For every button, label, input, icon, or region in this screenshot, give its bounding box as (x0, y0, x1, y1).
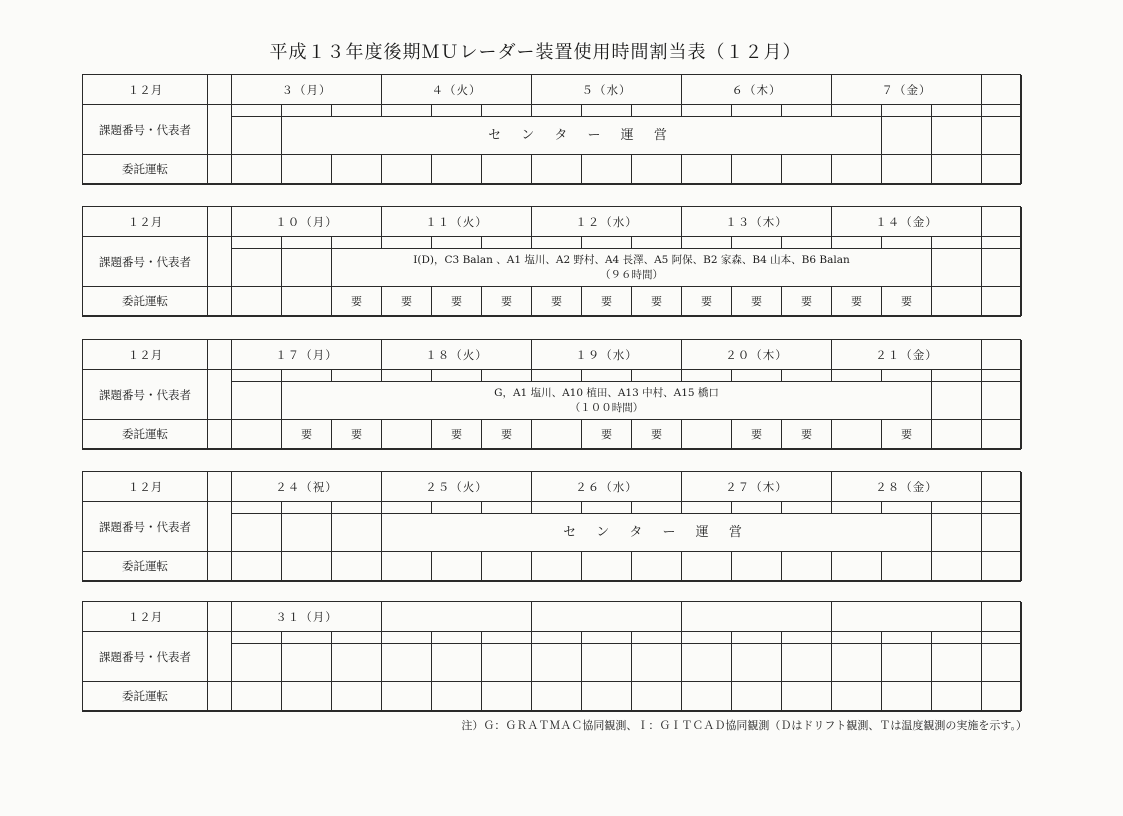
contract-cell (282, 552, 332, 581)
day-header: ２６（水） (532, 472, 682, 502)
time-slot (232, 502, 282, 514)
required-mark: 要 (401, 295, 412, 308)
required-mark: 要 (801, 428, 812, 441)
contract-cell (782, 155, 832, 184)
contract-cell (932, 552, 982, 581)
contract-cell (232, 420, 282, 449)
assignment-line: セ ン タ ー 運 営 (488, 128, 675, 143)
time-slot (232, 237, 282, 249)
required-mark: 要 (801, 295, 812, 308)
contract-cell (732, 682, 782, 711)
contract-cell (982, 287, 1022, 316)
contract-cell (632, 682, 682, 711)
assignment-line: （１００時間） (569, 401, 644, 414)
contract-cell (482, 155, 532, 184)
contract-cell (982, 552, 1022, 581)
time-slot (632, 502, 682, 514)
contract-cell (682, 155, 732, 184)
contract-cell (432, 420, 482, 449)
time-slot (982, 105, 1022, 117)
time-slot (882, 502, 932, 514)
contract-cell (782, 682, 832, 711)
day-header: ２０（木） (682, 340, 832, 370)
time-slot (282, 237, 332, 249)
required-mark: 要 (751, 428, 762, 441)
time-slot (332, 237, 382, 249)
contract-cell (232, 155, 282, 184)
contract-cell (682, 420, 732, 449)
day-header: １０（月） (232, 207, 382, 237)
contract-spacer (208, 420, 232, 449)
contract-cell (282, 155, 332, 184)
project-cell (432, 644, 482, 682)
project-cell (682, 644, 732, 682)
contract-label: 委託運転 (83, 287, 208, 316)
time-slot (332, 370, 382, 382)
time-slot (732, 632, 782, 644)
time-slot (682, 105, 732, 117)
page-title: 平成１３年度後期ＭＵレーダー装置使用時間割当表（１２月） (269, 42, 802, 63)
day-header (532, 602, 682, 632)
contract-cell (432, 682, 482, 711)
contract-cell (632, 155, 682, 184)
time-slot (382, 502, 432, 514)
project-cell (782, 644, 832, 682)
project-cell (932, 117, 982, 155)
contract-cell (332, 155, 382, 184)
project-assignment (382, 514, 932, 552)
day-header: １７（月） (232, 340, 382, 370)
contract-cell (982, 420, 1022, 449)
contract-cell (882, 420, 932, 449)
contract-cell (582, 682, 632, 711)
time-slot (632, 105, 682, 117)
contract-cell (332, 287, 382, 316)
contract-cell (832, 682, 882, 711)
day-header (382, 602, 532, 632)
time-slot (382, 370, 432, 382)
time-slot (432, 237, 482, 249)
contract-cell (782, 420, 832, 449)
contract-cell (932, 682, 982, 711)
day-header: ７（金） (832, 75, 982, 105)
contract-cell (432, 287, 482, 316)
day-header (832, 602, 982, 632)
time-slot (882, 105, 932, 117)
project-cell (282, 644, 332, 682)
week-table-5 (82, 601, 1021, 712)
required-mark: 要 (601, 295, 612, 308)
project-cell (982, 117, 1022, 155)
time-slot (682, 237, 732, 249)
assignment-line: （９６時間） (600, 268, 663, 281)
contract-cell (532, 155, 582, 184)
project-cell (382, 644, 432, 682)
project-cell (332, 514, 382, 552)
required-mark: 要 (651, 295, 662, 308)
contract-cell (782, 552, 832, 581)
project-cell (232, 382, 282, 420)
day-header: ４（火） (382, 75, 532, 105)
day-header: １９（水） (532, 340, 682, 370)
time-slot (732, 237, 782, 249)
time-slot (532, 632, 582, 644)
project-assignment (282, 382, 932, 420)
week-table-4 (82, 471, 1021, 582)
contract-cell (632, 420, 682, 449)
project-spacer (208, 502, 232, 552)
day-header: １８（火） (382, 340, 532, 370)
contract-cell (682, 682, 732, 711)
time-slot (532, 105, 582, 117)
time-slot (332, 632, 382, 644)
time-slot (882, 370, 932, 382)
project-label: 課題番号・代表者 (83, 370, 208, 420)
contract-cell (232, 287, 282, 316)
contract-cell (882, 155, 932, 184)
contract-cell (832, 287, 882, 316)
day-header: １１（火） (382, 207, 532, 237)
contract-cell (382, 287, 432, 316)
footnote: 注）Ｇ：ＧＲＡＴＭＡＣ協同観測、Ｉ：ＧＩＴＣＡＤ協同観測（Ｄはドリフト観測、Ｔは温度観測の実施を示す。） (461, 719, 1027, 732)
header-end (982, 472, 1022, 502)
time-slot (482, 237, 532, 249)
header-spacer (208, 340, 232, 370)
project-cell (932, 249, 982, 287)
time-slot (532, 370, 582, 382)
contract-cell (732, 287, 782, 316)
contract-cell (882, 552, 932, 581)
time-slot (582, 632, 632, 644)
time-slot (982, 502, 1022, 514)
contract-spacer (208, 155, 232, 184)
month-label: １２月 (83, 602, 208, 632)
project-assignment (282, 117, 882, 155)
time-slot (632, 237, 682, 249)
contract-cell (932, 155, 982, 184)
header-end (982, 602, 1022, 632)
required-mark: 要 (651, 428, 662, 441)
time-slot (482, 632, 532, 644)
time-slot (932, 237, 982, 249)
project-cell (532, 644, 582, 682)
required-mark: 要 (351, 295, 362, 308)
day-header: １４（金） (832, 207, 982, 237)
time-slot (432, 370, 482, 382)
week-table-3 (82, 339, 1021, 450)
contract-cell (232, 682, 282, 711)
contract-cell (732, 420, 782, 449)
project-spacer (208, 237, 232, 287)
time-slot (632, 370, 682, 382)
project-label: 課題番号・代表者 (83, 502, 208, 552)
contract-cell (932, 287, 982, 316)
project-spacer (208, 632, 232, 682)
contract-cell (632, 287, 682, 316)
time-slot (932, 502, 982, 514)
day-header: １２（水） (532, 207, 682, 237)
contract-cell (782, 287, 832, 316)
time-slot (632, 632, 682, 644)
contract-cell (482, 682, 532, 711)
time-slot (982, 237, 1022, 249)
contract-cell (382, 552, 432, 581)
time-slot (432, 502, 482, 514)
project-spacer (208, 370, 232, 420)
contract-cell (232, 552, 282, 581)
required-mark: 要 (901, 428, 912, 441)
month-label: １２月 (83, 207, 208, 237)
project-cell (482, 644, 532, 682)
time-slot (532, 502, 582, 514)
month-label: １２月 (83, 75, 208, 105)
required-mark: 要 (501, 428, 512, 441)
project-cell (982, 382, 1022, 420)
contract-cell (832, 420, 882, 449)
project-cell (232, 117, 282, 155)
project-spacer (208, 105, 232, 155)
day-header: ６（木） (682, 75, 832, 105)
contract-cell (482, 552, 532, 581)
header-end (982, 340, 1022, 370)
contract-label: 委託運転 (83, 155, 208, 184)
contract-cell (682, 552, 732, 581)
time-slot (282, 370, 332, 382)
contract-label: 委託運転 (83, 682, 208, 711)
time-slot (882, 237, 932, 249)
required-mark: 要 (551, 295, 562, 308)
contract-cell (382, 420, 432, 449)
time-slot (782, 632, 832, 644)
day-header: ３（月） (232, 75, 382, 105)
header-spacer (208, 472, 232, 502)
time-slot (782, 105, 832, 117)
time-slot (732, 502, 782, 514)
day-header: ２８（金） (832, 472, 982, 502)
header-spacer (208, 75, 232, 105)
time-slot (382, 237, 432, 249)
contract-cell (982, 155, 1022, 184)
required-mark: 要 (501, 295, 512, 308)
contract-cell (682, 287, 732, 316)
time-slot (932, 370, 982, 382)
required-mark: 要 (851, 295, 862, 308)
time-slot (832, 237, 882, 249)
day-header: ５（水） (532, 75, 682, 105)
contract-cell (332, 420, 382, 449)
time-slot (832, 105, 882, 117)
time-slot (732, 105, 782, 117)
time-slot (732, 370, 782, 382)
project-cell (932, 514, 982, 552)
contract-cell (882, 682, 932, 711)
contract-cell (882, 287, 932, 316)
project-cell (732, 644, 782, 682)
project-cell (832, 644, 882, 682)
time-slot (782, 237, 832, 249)
contract-cell (832, 155, 882, 184)
time-slot (232, 105, 282, 117)
contract-cell (332, 552, 382, 581)
contract-cell (982, 682, 1022, 711)
day-header (682, 602, 832, 632)
time-slot (482, 370, 532, 382)
contract-cell (482, 287, 532, 316)
project-cell (282, 514, 332, 552)
time-slot (682, 502, 732, 514)
time-slot (282, 105, 332, 117)
contract-cell (282, 420, 332, 449)
time-slot (332, 502, 382, 514)
time-slot (432, 105, 482, 117)
time-slot (882, 632, 932, 644)
contract-cell (382, 155, 432, 184)
contract-cell (932, 420, 982, 449)
project-cell (982, 644, 1022, 682)
header-spacer (208, 602, 232, 632)
contract-spacer (208, 287, 232, 316)
month-label: １２月 (83, 472, 208, 502)
project-label: 課題番号・代表者 (83, 105, 208, 155)
time-slot (582, 502, 632, 514)
contract-spacer (208, 552, 232, 581)
project-cell (232, 644, 282, 682)
time-slot (482, 105, 532, 117)
contract-cell (282, 287, 332, 316)
time-slot (532, 237, 582, 249)
project-cell (982, 249, 1022, 287)
time-slot (982, 632, 1022, 644)
project-cell (882, 117, 932, 155)
project-cell (282, 249, 332, 287)
time-slot (782, 502, 832, 514)
project-cell (582, 644, 632, 682)
time-slot (682, 632, 732, 644)
contract-cell (732, 552, 782, 581)
time-slot (832, 632, 882, 644)
day-header: ２５（火） (382, 472, 532, 502)
required-mark: 要 (351, 428, 362, 441)
project-cell (982, 514, 1022, 552)
contract-cell (582, 552, 632, 581)
time-slot (582, 105, 632, 117)
project-cell (332, 644, 382, 682)
contract-label: 委託運転 (83, 420, 208, 449)
time-slot (382, 105, 432, 117)
time-slot (232, 370, 282, 382)
time-slot (682, 370, 732, 382)
time-slot (982, 370, 1022, 382)
contract-cell (832, 552, 882, 581)
contract-cell (732, 155, 782, 184)
contract-cell (532, 682, 582, 711)
contract-cell (432, 552, 482, 581)
contract-cell (632, 552, 682, 581)
time-slot (832, 370, 882, 382)
contract-cell (582, 420, 632, 449)
contract-cell (532, 420, 582, 449)
required-mark: 要 (301, 428, 312, 441)
time-slot (482, 502, 532, 514)
contract-cell (582, 287, 632, 316)
contract-cell (532, 552, 582, 581)
contract-cell (432, 155, 482, 184)
required-mark: 要 (601, 428, 612, 441)
project-cell (632, 644, 682, 682)
project-cell (932, 382, 982, 420)
time-slot (932, 105, 982, 117)
day-header: ２１（金） (832, 340, 982, 370)
time-slot (232, 632, 282, 644)
required-mark: 要 (451, 295, 462, 308)
time-slot (782, 370, 832, 382)
header-end (982, 207, 1022, 237)
contract-cell (382, 682, 432, 711)
day-header: ２４（祝） (232, 472, 382, 502)
time-slot (432, 632, 482, 644)
day-header: ２７（木） (682, 472, 832, 502)
day-header: １３（木） (682, 207, 832, 237)
time-slot (332, 105, 382, 117)
project-cell (932, 644, 982, 682)
time-slot (582, 237, 632, 249)
required-mark: 要 (901, 295, 912, 308)
week-table-2 (82, 206, 1021, 317)
time-slot (832, 502, 882, 514)
contract-spacer (208, 682, 232, 711)
contract-cell (582, 155, 632, 184)
project-label: 課題番号・代表者 (83, 632, 208, 682)
project-cell (232, 514, 282, 552)
project-label: 課題番号・代表者 (83, 237, 208, 287)
contract-cell (482, 420, 532, 449)
contract-cell (332, 682, 382, 711)
assignment-line: I(D)，C3 Balan 、A1 塩川、A2 野村、A4 長澤、A5 阿保、B2 家森、B4 山本、B6 Balan (413, 253, 850, 266)
assignment-line: セ ン タ ー 運 営 (563, 525, 750, 540)
required-mark: 要 (701, 295, 712, 308)
time-slot (282, 632, 332, 644)
time-slot (582, 370, 632, 382)
required-mark: 要 (751, 295, 762, 308)
day-header: ３１（月） (232, 602, 382, 632)
header-end (982, 75, 1022, 105)
project-cell (882, 644, 932, 682)
project-assignment (332, 249, 932, 287)
contract-cell (282, 682, 332, 711)
header-spacer (208, 207, 232, 237)
assignment-line: G，A1 塩川、A10 植田、A13 中村、A15 橋口 (494, 386, 719, 399)
required-mark: 要 (451, 428, 462, 441)
time-slot (382, 632, 432, 644)
week-table-1 (82, 74, 1021, 185)
contract-cell (532, 287, 582, 316)
time-slot (932, 632, 982, 644)
project-cell (232, 249, 282, 287)
contract-label: 委託運転 (83, 552, 208, 581)
month-label: １２月 (83, 340, 208, 370)
time-slot (282, 502, 332, 514)
